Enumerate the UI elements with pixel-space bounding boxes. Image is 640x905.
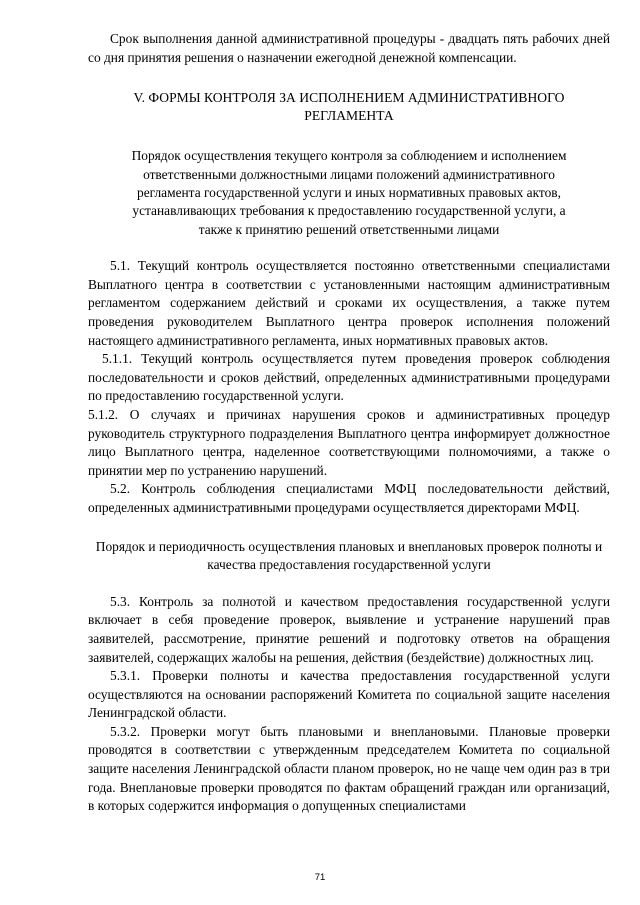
subheading-inspections: Порядок и периодичность осуществления плановых и внеплановых проверок полноты и качества предоставления государственной услуги [95,538,603,573]
document-page [88,30,610,816]
paragraph-5-3: 5.3. Контроль за полнотой и качеством предоставления государственной услуги включает в себя проведение проверок, выявление и устранение нарушений прав заявителей, рассмотрение, принятие решений и подготовку ответов на обращения заявителей, содержащих жалобы на решения, действия (бездействие) должностных лиц. [88,593,610,665]
paragraph-5-3-2: 5.3.2. Проверки могут быть плановыми и внеплановыми. Плановые проверки проводятся в соответствии с утвержденным председателем Комитета по социальной защите населения Ленинградской области планом проверок, но не чаще чем один раз в три года. Внеплановые проверки проводятся по фактам обращений граждан или организаций, в которых содержится информация о допущенных специалистами [88,723,610,814]
paragraph-deadline: Срок выполнения данной административной процедуры - двадцать пять рабочих дней со дня принятия решения о назначении ежегодной денежной компенсации. [88,31,610,65]
subheading-current-control: Порядок осуществления текущего контроля за соблюдением и исполнением ответственными должностными лицами положений административного регламента государственной услуги и иных нормативных правовых актов, устанавливающих требования к предоставлению государственной услуги, а также к принятию решений ответственными лицами [131,148,567,237]
paragraph-5-1-2: 5.1.2. О случаях и причинах нарушения сроков и административных процедур руководитель структурного подразделения Выплатного центра информирует должностное лицо Выплатного центра, наделенное соответствующими полномочиями, а также о принятии мер по устранению нарушений. [88,406,610,478]
section-title: V. ФОРМЫ КОНТРОЛЯ ЗА ИСПОЛНЕНИЕМ АДМИНИСТРАТИВНОГО РЕГЛАМЕНТА [133,90,565,124]
paragraph-5-1: 5.1. Текущий контроль осуществляется постоянно ответственными специалистами Выплатного центра в соответствии с установленными настоящим административным регламентом содержанием действий и сроками их осуществления, а также путем проведения руководителем Выплатного центра проверок исполнения положений настоящего административного регламента, иных нормативных правовых актов. [88,258,610,348]
page-number: 71 [314,872,326,883]
paragraph-5-3-1: 5.3.1. Проверки полноты и качества предоставления государственной услуги осуществляются на основании распоряжений Комитета по социальной защите населения Ленинградской области. [88,668,610,721]
paragraph-5-2: 5.2. Контроль соблюдения специалистами МФЦ последовательности действий, определенных административными процедурами осуществляется директорами МФЦ. [88,481,610,515]
paragraph-5-1-1: 5.1.1. Текущий контроль осуществляется путем проведения проверок соблюдения последовательности и сроков действий, определенных административными процедурами по предоставлению государственной услуги. [88,351,610,404]
